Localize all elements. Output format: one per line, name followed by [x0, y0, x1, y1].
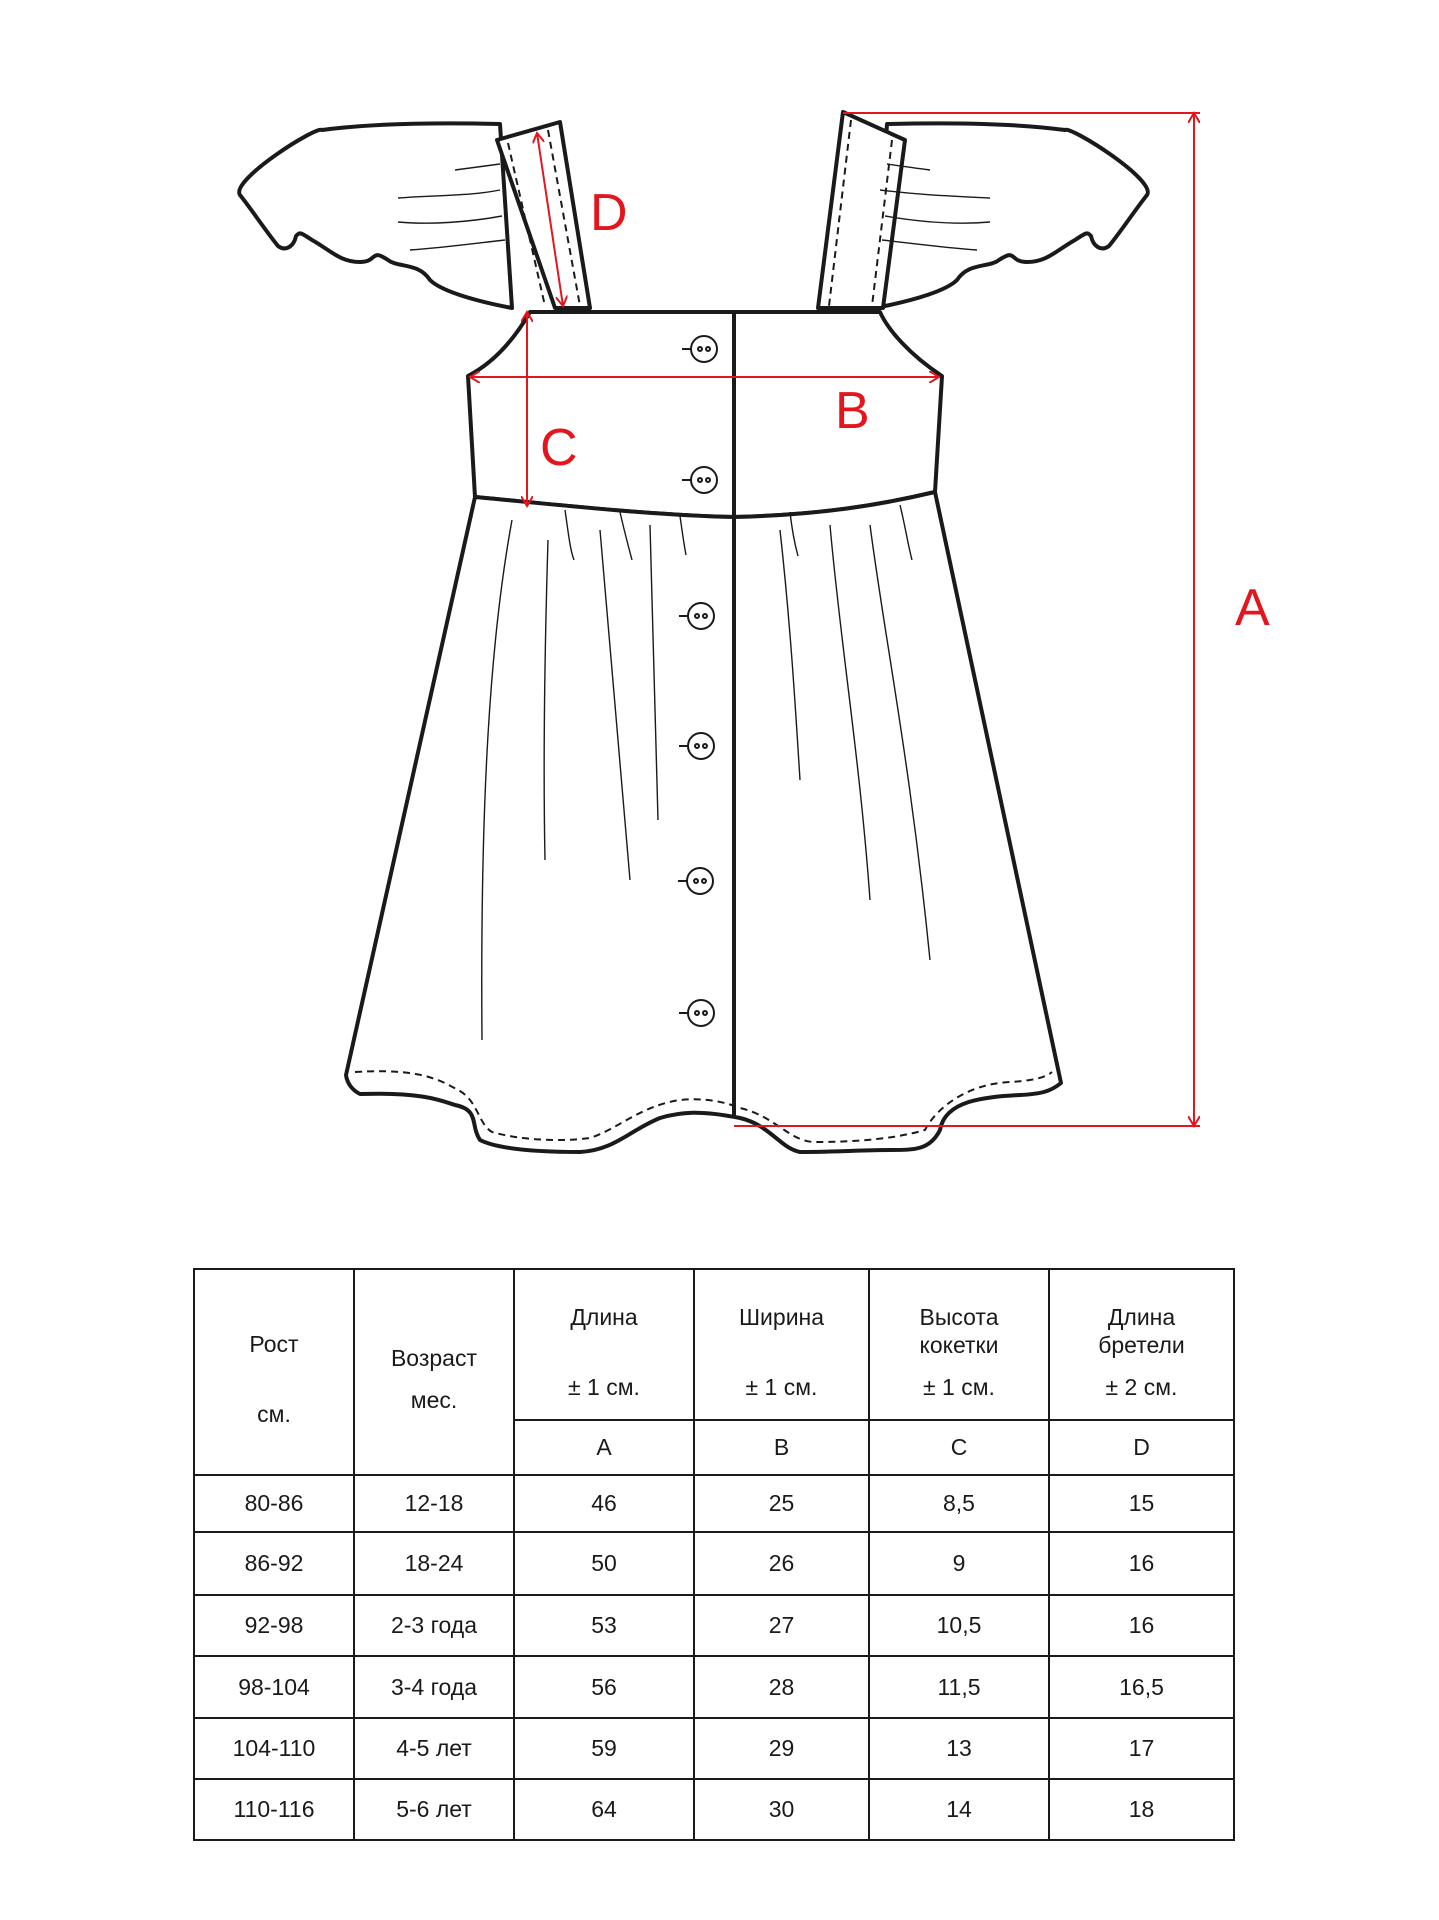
right-sleeve	[875, 123, 1148, 308]
table-cell: 98-104	[194, 1656, 354, 1718]
table-cell: 8,5	[869, 1475, 1049, 1532]
skirt	[346, 492, 1061, 1152]
table-cell: 13	[869, 1718, 1049, 1779]
measure-label-b: B	[835, 382, 870, 440]
header-height: Рост см.	[194, 1269, 354, 1475]
header-code-c: C	[869, 1420, 1049, 1475]
table-row	[194, 1718, 1234, 1779]
table-cell: 56	[514, 1656, 694, 1718]
header-code-d: D	[1049, 1420, 1234, 1475]
table-cell: 46	[514, 1475, 694, 1532]
table-cell: 18	[1049, 1779, 1234, 1840]
header-length: Длина ± 1 см.	[514, 1269, 694, 1420]
table-cell: 16	[1049, 1532, 1234, 1595]
table-cell: 29	[694, 1718, 869, 1779]
table-cell: 25	[694, 1475, 869, 1532]
left-sleeve	[239, 123, 512, 308]
table-cell: 86-92	[194, 1532, 354, 1595]
header-code-a: A	[514, 1420, 694, 1475]
header-code-b: B	[694, 1420, 869, 1475]
table-cell: 16,5	[1049, 1656, 1234, 1718]
table-row	[194, 1779, 1234, 1840]
table-cell: 4-5 лет	[354, 1718, 514, 1779]
measure-label-d: D	[590, 184, 628, 242]
table-cell: 15	[1049, 1475, 1234, 1532]
measure-label-c: C	[540, 419, 578, 477]
table-cell: 30	[694, 1779, 869, 1840]
table-cell: 11,5	[869, 1656, 1049, 1718]
table-cell: 3-4 года	[354, 1656, 514, 1718]
table-cell: 16	[1049, 1595, 1234, 1656]
table-cell: 2-3 года	[354, 1595, 514, 1656]
measure-label-a: A	[1235, 579, 1270, 637]
table-cell: 64	[514, 1779, 694, 1840]
table-cell: 12-18	[354, 1475, 514, 1532]
table-row	[194, 1595, 1234, 1656]
table-cell: 10,5	[869, 1595, 1049, 1656]
header-yoke-height: Высота кокетки ± 1 см.	[869, 1269, 1049, 1420]
table-cell: 92-98	[194, 1595, 354, 1656]
table-cell: 26	[694, 1532, 869, 1595]
table-cell: 53	[514, 1595, 694, 1656]
size-table	[193, 1268, 1235, 1841]
table-cell: 14	[869, 1779, 1049, 1840]
table-cell: 27	[694, 1595, 869, 1656]
table-cell: 18-24	[354, 1532, 514, 1595]
table-cell: 9	[869, 1532, 1049, 1595]
table-cell: 17	[1049, 1718, 1234, 1779]
table-cell: 50	[514, 1532, 694, 1595]
table-row	[194, 1475, 1234, 1532]
table-row	[194, 1532, 1234, 1595]
table-cell: 110-116	[194, 1779, 354, 1840]
header-age: Возраст мес.	[354, 1269, 514, 1475]
header-width: Ширина ± 1 см.	[694, 1269, 869, 1420]
table-cell: 28	[694, 1656, 869, 1718]
table-cell: 59	[514, 1718, 694, 1779]
table-cell: 104-110	[194, 1718, 354, 1779]
table-row	[194, 1656, 1234, 1718]
header-strap-length: Длина бретели ± 2 см.	[1049, 1269, 1234, 1420]
table-cell: 80-86	[194, 1475, 354, 1532]
table-cell: 5-6 лет	[354, 1779, 514, 1840]
